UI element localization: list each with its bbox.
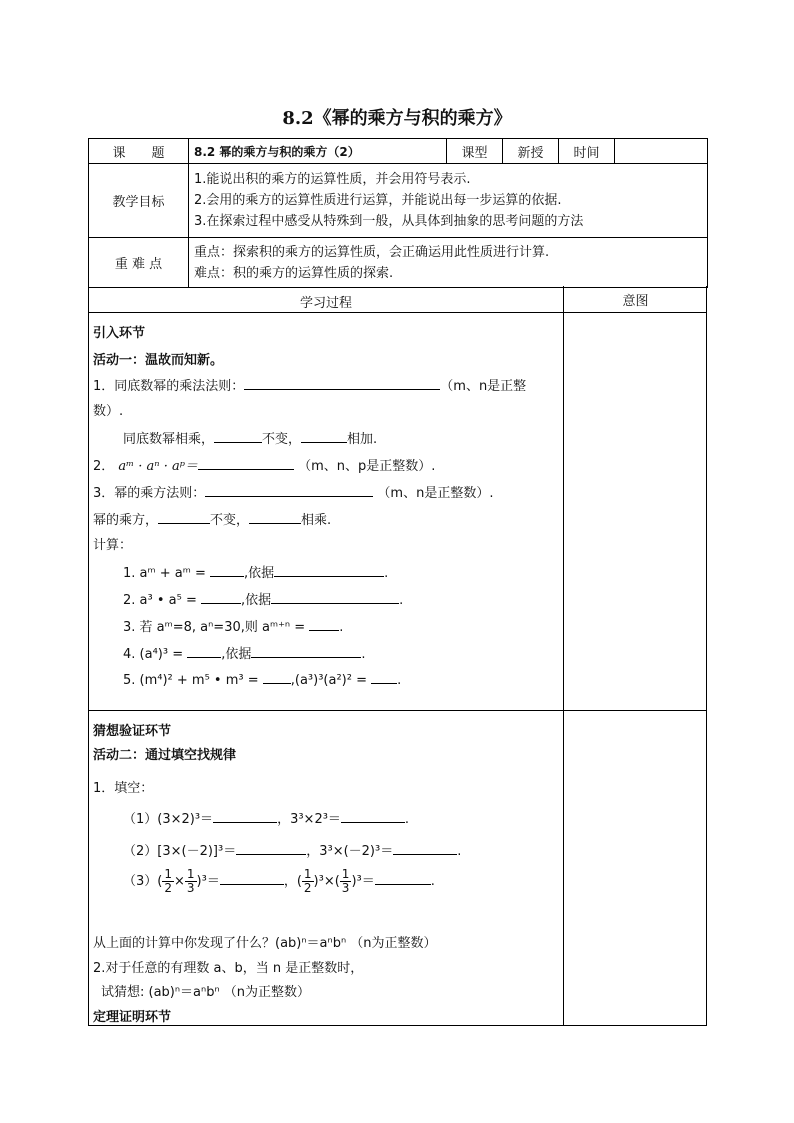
calc-label: 计算： bbox=[93, 538, 133, 553]
goals-label: 教学目标 bbox=[89, 164, 189, 238]
topic-value: 8.2 幂的乘方与积的乘方（2） bbox=[189, 139, 447, 164]
intent-column-header: 意图 bbox=[622, 294, 649, 309]
key-point-1: 重点：探索积的乘方的运算性质，会正确运用此性质进行计算. bbox=[194, 244, 550, 260]
guess-formula: 试猜想: (ab)ⁿ＝aⁿbⁿ （n为正整数） bbox=[101, 985, 311, 1000]
calc-item-5: 5. (m⁴)² + m⁵ • m³ = ,(a³)³(a²)² = . bbox=[123, 670, 401, 688]
guess-section-title: 猜想验证环节 bbox=[93, 724, 172, 739]
activity-two-title: 活动二：通过填空找规律 bbox=[93, 748, 237, 763]
time-label: 时间 bbox=[559, 139, 615, 164]
type-value: 新授 bbox=[503, 139, 559, 164]
goal-1: 1.能说出积的乘方的运算性质，并会用符号表示. bbox=[194, 172, 471, 187]
fraction-one-half: $\frac{1}{2}$ bbox=[164, 867, 172, 895]
question-1-rule: 同底数幂相乘， 不变， 相加. bbox=[123, 428, 377, 447]
goals-cell bbox=[189, 164, 708, 238]
discovery-question: 从上面的计算中你发现了什么？(ab)ⁿ＝aⁿbⁿ （n为正整数） bbox=[93, 936, 437, 951]
fill-item-1: （1）(3×2)³＝ ，3³×2³＝ . bbox=[123, 808, 409, 827]
fill-item-3: （3）( $\frac{1}{2}$ × $\frac{1}{3}$ )³＝ ，( $\frac{1}{2}$ )³×( $\frac{1}{3}$ )³＝ . bbox=[123, 867, 435, 895]
question-2-general: 2.对于任意的有理数 a、b，当 n 是正整数时， bbox=[93, 961, 364, 976]
question-3: 3．幂的乘方法则： （m、n是正整数）. bbox=[93, 482, 493, 501]
fraction-one-half: $\frac{1}{2}$ bbox=[303, 867, 312, 895]
question-1-cont: 数）. bbox=[93, 404, 124, 419]
process-column-header: 学习过程 bbox=[299, 296, 352, 311]
topic-label: 课 题 bbox=[89, 139, 189, 164]
key-point-2: 难点：积的乘方的运算性质的探索. bbox=[194, 265, 394, 281]
goal-3: 3.在探索过程中感受从特殊到一般，从具体到抽象的思考问题的方法 bbox=[194, 214, 584, 229]
section-divider bbox=[89, 710, 706, 711]
header-divider bbox=[89, 312, 706, 313]
type-label: 课型 bbox=[447, 139, 503, 164]
intro-section-title: 引入环节 bbox=[93, 326, 146, 341]
calc-item-1: 1. aᵐ + aᵐ = ,依据 . bbox=[123, 562, 388, 581]
question-1: 1．同底数幂的乘法法则： （m、n是正整 bbox=[93, 375, 526, 394]
goal-2: 2.会用的乘方的运算性质进行运算，并能说出每一步运算的依据. bbox=[194, 193, 562, 208]
fraction-one-third: $\frac{1}{3}$ bbox=[341, 867, 350, 895]
key-cell bbox=[189, 238, 708, 288]
question-2: 2． aᵐ · aⁿ · aᵖ＝ （m、n、p是正整数）. bbox=[93, 455, 435, 474]
calc-item-2: 2. a³ • a⁵ = ,依据 . bbox=[123, 589, 403, 608]
proof-section-title: 定理证明环节 bbox=[93, 1010, 172, 1025]
fraction-one-third: $\frac{1}{3}$ bbox=[186, 867, 195, 895]
learning-process-table bbox=[88, 286, 707, 1026]
calc-item-4: 4. (a⁴)³ = ,依据 . bbox=[123, 643, 366, 662]
lesson-header-table bbox=[88, 138, 708, 288]
activity-one-title: 活动一：温故而知新。 bbox=[93, 353, 224, 368]
fill-item-2: （2）[3×(－2)]³＝ ，3³×(－2)³＝ . bbox=[123, 840, 461, 859]
time-value bbox=[615, 139, 708, 164]
calc-item-3: 3. 若 aᵐ=8, aⁿ=30,则 aᵐ⁺ⁿ = . bbox=[123, 616, 343, 635]
question-3-rule: 幂的乘方， 不变， 相乘. bbox=[93, 509, 331, 528]
fill-label: 1．填空： bbox=[93, 781, 154, 796]
page-title: 8.2《幂的乘方与积的乘方》 bbox=[282, 108, 512, 129]
column-divider bbox=[563, 286, 564, 1025]
key-label: 重 难 点 bbox=[89, 238, 189, 288]
blank bbox=[244, 376, 440, 390]
